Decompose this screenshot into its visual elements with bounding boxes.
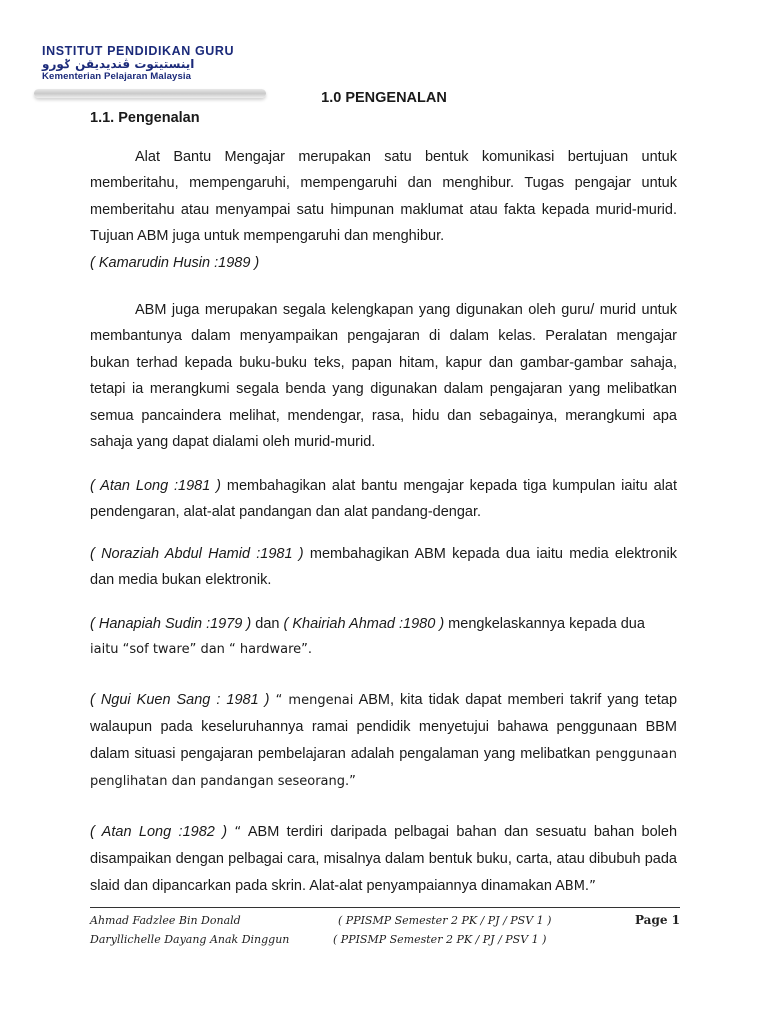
paragraph-6 [90,687,677,796]
paragraph-4-text: membahagikan ABM kepada dua iaitu media elektronik dan media bukan elektronik. [90,546,677,589]
footer-line-1 [90,914,680,930]
citation-noraziah: ( Noraziah Abdul Hamid :1981 ) [90,546,304,562]
paragraph-2 [90,297,677,455]
paragraph-1 [90,144,677,276]
paragraph-3 [90,473,677,526]
logo-title: INSTITUT PENDIDIKAN GURU [42,44,235,58]
citation-khairiah: ( Khairiah Ahmad :1980 ) [283,616,445,632]
paragraph-5-text: mengkelaskannya kepada dua [444,616,645,632]
main-heading: 1.0 PENGENALAN [321,90,447,106]
institute-logo [42,44,262,82]
paragraph-4 [90,541,677,594]
citation-hanapiah: ( Hanapiah Sudin :1979 ) [90,616,252,632]
logo-jawi-title: اينستيتوت ڤنديديقن ݢورو [42,57,195,71]
paragraph-2-text: ABM juga merupakan segala kelengkapan yang digunakan oleh guru/ murid untuk membantunya dalam menyampaikan pengajaran di dalam kelas. Peralatan mengajar bukan terhad kepada buku-buku teks, papan hitam, kapur dan gambar-gambar sahaja, tetapi ia merangkumi segala benda yang digunakan dalam pengajaran yang melibatkan semua pancaindera melihat, mendengar, rasa, hidu dan sebagainya, merangkumi apa sahaja yang dapat dialami oleh murid-murid. [90,302,677,451]
paragraph-5 [90,611,677,664]
footer-author-1: Ahmad Fadzlee Bin Donald [90,914,241,927]
page-number: Page 1 [634,913,680,927]
paragraph-6-open: “ mengenai [269,693,354,708]
footer-program-2: ( PPISMP Semester 2 PK / PJ / PSV 1 ) [333,933,547,946]
paragraph-3-text: membahagikan alat bantu mengajar kepada tiga kumpulan iaitu alat pendengaran, alat-alat pandangan dan alat pandang-dengar. [90,478,677,521]
citation-atan-long-1981: ( Atan Long :1981 ) [90,478,222,494]
citation-atan-long-1982: ( Atan Long :1982 ) [90,824,228,840]
paragraph-7-open: “ [227,825,242,840]
paragraph-7-text: ABM terdiri daripada pelbagai bahan dan sesuatu bahan boleh disampaikan dengan pelbagai cara, misalnya dalam bentuk buku, carta, atau dibubuh pada slaid dan dipancarkan pada skrin. Alat-alat penyampaiannya dinamakan A [90,824,678,894]
footer-program-1: ( PPISMP Semester 2 PK / PJ / PSV 1 ) [338,914,552,927]
footer-line-2 [90,933,680,949]
logo-ministry: Kementerian Pelajaran Malaysia [42,71,192,82]
paragraph-7 [90,819,677,900]
citation-kamarudin: ( Kamarudin Husin :1989 ) [90,254,260,271]
paragraph-5-text-2: iaitu “sof tware” dan “ hardware”. [90,642,313,658]
paragraph-7-tail: BM.” [564,878,596,894]
citation-ngui: ( Ngui Kuen Sang : 1981 ) [90,692,270,708]
footer-rule [90,907,680,908]
section-heading: 1.1. Pengenalan [90,110,200,126]
paragraph-1-text: Alat Bantu Mengajar merupakan satu bentuk komunikasi bertujuan untuk memberitahu, mempengaruhi, mempengaruhi dan menghibur. Tugas pengajar untuk memberitahu atau menyampai satu himpunan maklumat atau fakta kepada murid-murid. Tujuan ABM juga untuk mempengaruhi dan menghibur. [90,149,677,245]
paragraph-6-tail: penggunaan penglihatan dan pandangan seseorang.” [90,746,677,790]
footer-author-2: Daryllichelle Dayang Anak Dinggun [90,933,290,946]
paragraph-5-join: dan [251,616,284,632]
paragraph-6-text: ABM, kita tidak dapat memberi takrif yang tetap walaupun pada keseluruhannya ramai pendidik menyetujui bahawa penggunaan BBM dalam situasi pengajaran pembelajaran adalah pengalaman yang melibatkan [90,692,678,762]
